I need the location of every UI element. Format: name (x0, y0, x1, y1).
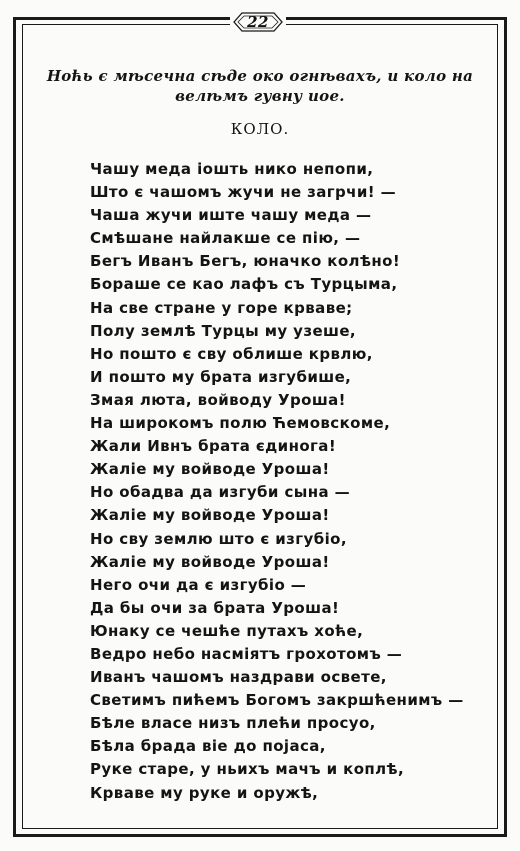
page-number-ornament (230, 7, 286, 37)
poem-line: Ведро небо насміятъ грохотомъ — (90, 644, 403, 663)
poem (90, 158, 490, 805)
poem-line: Но пошто є сву облише крвлю, (90, 344, 373, 363)
poem-line: Чашу меда іошть нико непопи, (90, 160, 374, 178)
poem-line: Да бы очи за брата Уроша! (90, 598, 340, 617)
poem-line: Светимъ пићемъ Богомъ закршћенимъ — (90, 691, 464, 710)
poem-line: И пошто му брата изгубише, (90, 367, 352, 386)
poem-line: Змая люта, войводу Уроша! (90, 390, 346, 409)
poem-line: Бегъ Иванъ Бегъ, юначко колѣно! (90, 252, 401, 271)
poem-line: Юнаку се чешће путахъ хоће, (90, 621, 364, 640)
poem-line: Бораше се као лафъ съ Турцыма, (90, 275, 398, 294)
poem-line: Бѣла брада віе до појаса, (90, 737, 326, 756)
poem-line: Но обадва да изгуби сына — (90, 483, 351, 502)
poem-line: Жаліе му войводе Уроша! (90, 552, 330, 571)
poem-line: Крваве му руке и оружѣ, (90, 783, 319, 802)
intro-text: Ноћь є мѣсечна сѣде око огнѣвахъ, и коло на велѣмъ гувну иое. (46, 67, 474, 105)
poem-line: Смѣшане найлакше се пію, — (90, 229, 361, 248)
poem-line: Него очи да є изгубіо — (90, 575, 307, 594)
poem-line: Полу землѣ Турцы му узеше, (90, 321, 357, 340)
poem-line: Што є чашомъ жучи не загрчи! — (90, 183, 397, 202)
poem-line: Бѣле власе низъ плећи просуо, (90, 714, 376, 733)
poem-line: Жали Ивнъ брата єдиногa! (90, 437, 337, 456)
page-number: 22 (247, 13, 269, 31)
poem-line: На све стране у горе крваве; (90, 298, 353, 317)
section-title: КОЛО. (230, 120, 290, 138)
poem-line: На широкомъ полю Ћемовскоме, (90, 414, 391, 433)
poem-line: Руке старе, у ньихъ мачъ и коплѣ, (90, 760, 405, 779)
poem-line: Иванъ чашомъ наздрави освете, (90, 668, 387, 687)
poem-line: Жаліе му войводе Уроша! (90, 506, 330, 525)
poem-line: Чаша жучи иште чашу меда — (90, 206, 372, 225)
poem-line: Но сву землю што є изгубіо, (90, 529, 347, 548)
poem-line: Жаліе му войводе Уроша! (90, 460, 330, 479)
